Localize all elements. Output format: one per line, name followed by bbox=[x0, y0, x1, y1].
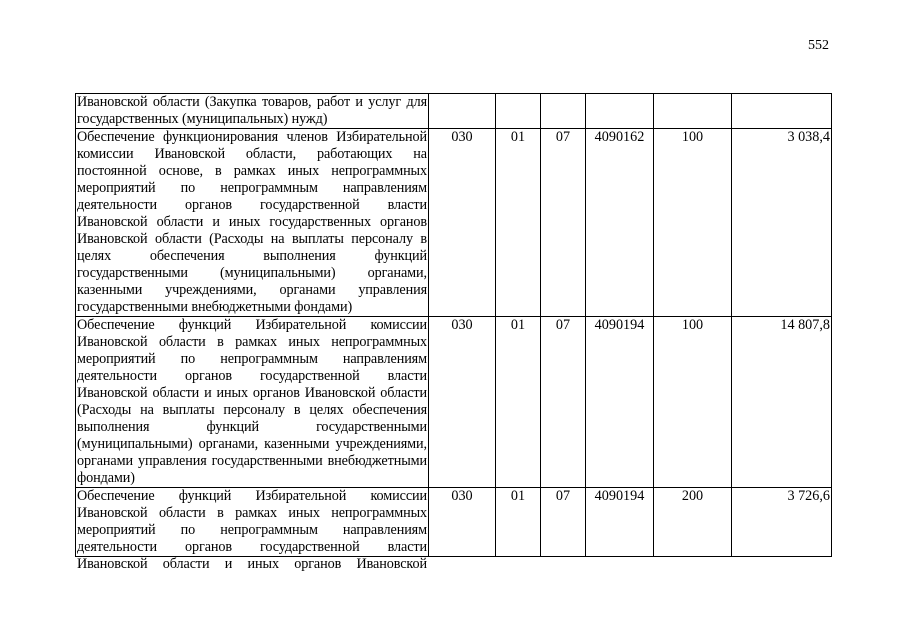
ministry-code: 030 bbox=[429, 317, 496, 488]
expense-type-code bbox=[654, 94, 732, 129]
target-article-code bbox=[586, 94, 654, 129]
expense-type-code: 100 bbox=[654, 317, 732, 488]
expense-type-code: 200 bbox=[654, 488, 732, 557]
ministry-code: 030 bbox=[429, 488, 496, 557]
section-code bbox=[496, 94, 541, 129]
expense-type-code: 100 bbox=[654, 129, 732, 317]
amount-value: 3 038,4 bbox=[732, 129, 832, 317]
target-article-code: 4090194 bbox=[586, 317, 654, 488]
amount-value bbox=[732, 94, 832, 129]
table-row bbox=[76, 317, 832, 488]
section-code: 01 bbox=[496, 317, 541, 488]
subsection-code: 07 bbox=[541, 488, 586, 557]
subsection-code: 07 bbox=[541, 317, 586, 488]
budget-table bbox=[75, 93, 832, 572]
amount-value: 3 726,6 bbox=[732, 488, 832, 557]
subsection-code: 07 bbox=[541, 129, 586, 317]
row-description: Обеспечение функционирования членов Избирательной комиссии Ивановской области, работающих на постоянной основе, в рамках иных непрограммных мероприятий по непрограммным направлениям деятельности органов государственной власти Ивановской области и иных государственных органов Ивановской области (Расходы на выплаты персоналу в целях обеспечения выполнения функций государственными (муниципальными) органами, казенными учреждениями, органами управления государственными внебюджетными фондами) bbox=[77, 129, 427, 315]
row-description: Ивановской области (Закупка товаров, работ и услуг для государственных (муниципальных) нужд) bbox=[77, 94, 427, 127]
section-code: 01 bbox=[496, 129, 541, 317]
table-row bbox=[76, 488, 832, 557]
ministry-code bbox=[429, 94, 496, 129]
table-row bbox=[76, 94, 832, 129]
section-code: 01 bbox=[496, 488, 541, 557]
target-article-code: 4090194 bbox=[586, 488, 654, 557]
row-description: Обеспечение функций Избирательной комиссии Ивановской области в рамках иных непрограммных мероприятий по непрограммным направлениям деятельности органов государственной власти Ивановской области и иных органов Ивановской области (Расходы на выплаты персоналу в целях обеспечения выполнения функций государственными (муниципальными) органами, казенными учреждениями, органами управления государственными внебюджетными фондами) bbox=[77, 317, 427, 486]
amount-value: 14 807,8 bbox=[732, 317, 832, 488]
subsection-code bbox=[541, 94, 586, 129]
table-row bbox=[76, 129, 832, 317]
page-number: 552 bbox=[808, 38, 829, 53]
ministry-code: 030 bbox=[429, 129, 496, 317]
row-description-cell bbox=[76, 488, 429, 572]
target-article-code: 4090162 bbox=[586, 129, 654, 317]
row-description: Обеспечение функций Избирательной комиссии Ивановской области в рамках иных непрограммных мероприятий по непрограммным направлениям деятельности органов государственной власти Ивановской области и иных органов Ивановской bbox=[77, 488, 427, 572]
